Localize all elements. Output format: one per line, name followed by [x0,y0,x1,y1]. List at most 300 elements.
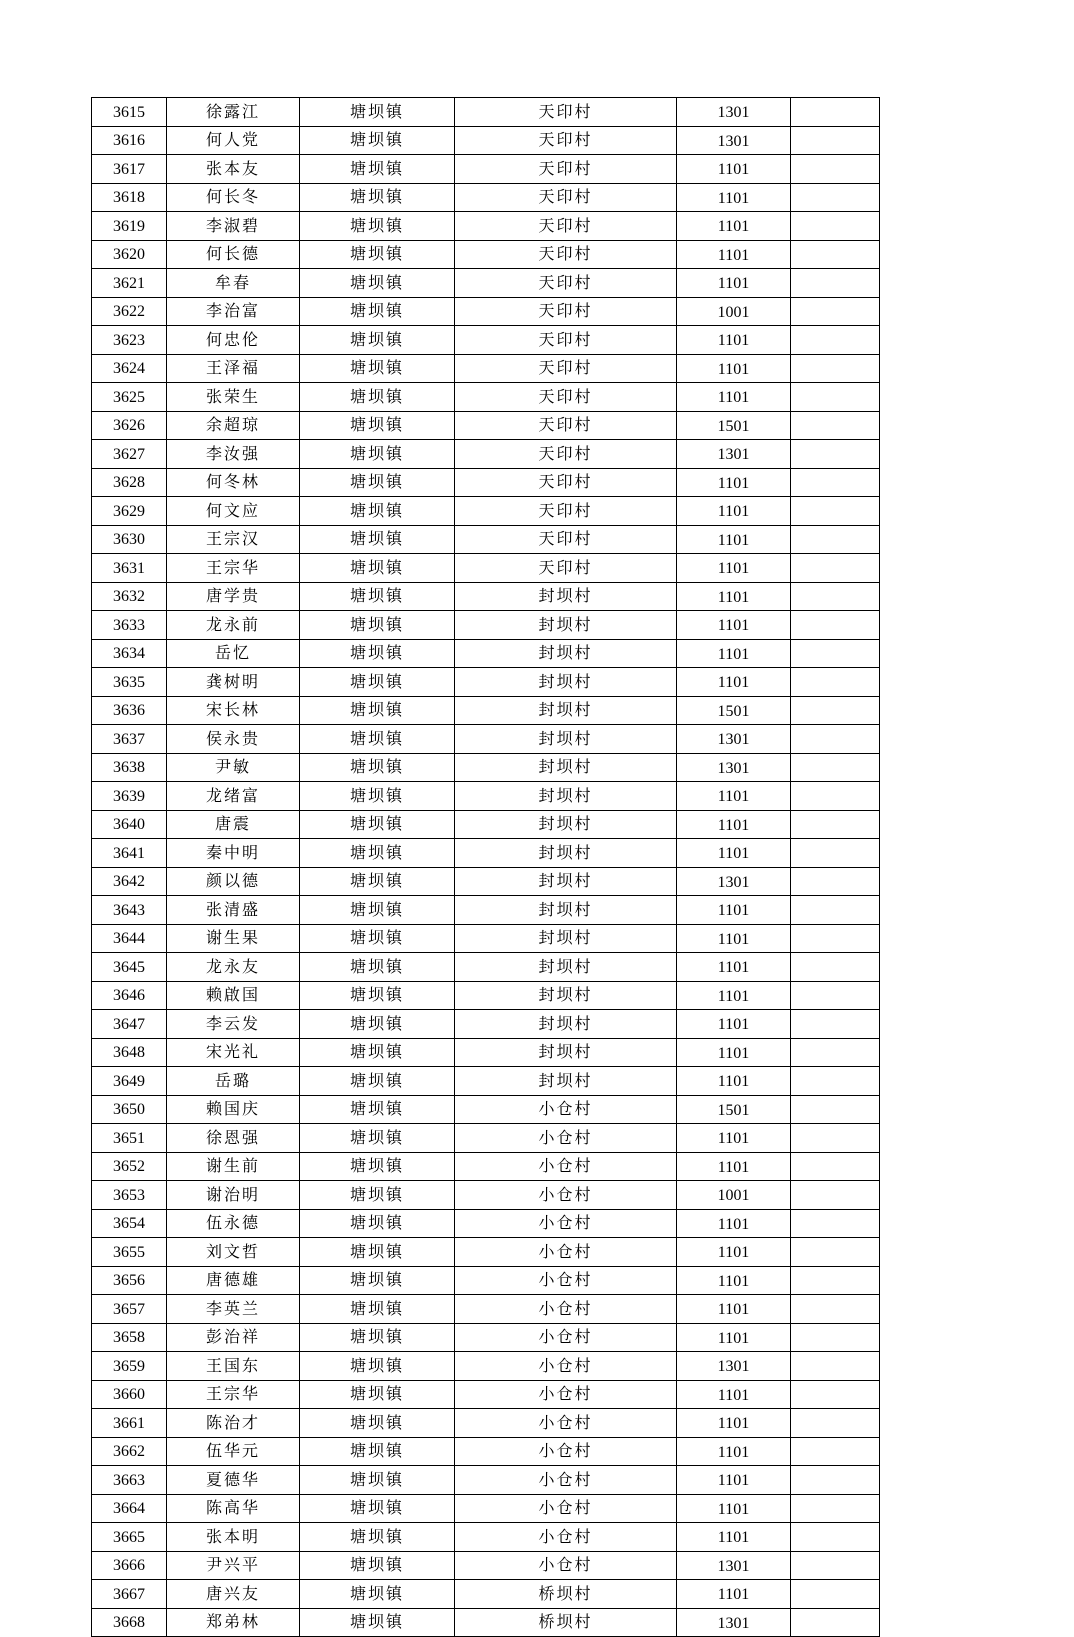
town-cell: 塘坝镇 [300,782,455,811]
village-cell: 天印村 [455,468,677,497]
note-cell [791,411,880,440]
person-name-cell: 赖国庆 [167,1095,300,1124]
table-row [92,1238,880,1267]
code-cell: 1101 [677,1038,791,1067]
note-cell [791,696,880,725]
village-cell: 小仓村 [455,1494,677,1523]
note-cell [791,1238,880,1267]
village-cell: 天印村 [455,126,677,155]
table-row [92,1209,880,1238]
person-name-cell: 徐恩强 [167,1124,300,1153]
code-cell: 1101 [677,1466,791,1495]
village-cell: 小仓村 [455,1323,677,1352]
table-row [92,1551,880,1580]
person-name-cell: 颜以德 [167,867,300,896]
person-name-cell: 王宗汉 [167,525,300,554]
record-number-cell: 3637 [92,725,167,754]
person-name-cell: 何忠伦 [167,326,300,355]
note-cell [791,1380,880,1409]
table-row [92,896,880,925]
record-number-cell: 3636 [92,696,167,725]
table-row [92,98,880,127]
person-name-cell: 李淑碧 [167,212,300,241]
person-name-cell: 谢生果 [167,924,300,953]
table-row [92,1295,880,1324]
person-name-cell: 唐兴友 [167,1580,300,1609]
code-cell: 1301 [677,126,791,155]
note-cell [791,725,880,754]
record-number-cell: 3661 [92,1409,167,1438]
table-row [92,839,880,868]
village-cell: 天印村 [455,212,677,241]
town-cell: 塘坝镇 [300,725,455,754]
village-cell: 封坝村 [455,839,677,868]
village-cell: 天印村 [455,155,677,184]
note-cell [791,98,880,127]
note-cell [791,867,880,896]
record-number-cell: 3659 [92,1352,167,1381]
village-cell: 封坝村 [455,639,677,668]
note-cell [791,1523,880,1552]
person-name-cell: 伍华元 [167,1437,300,1466]
village-cell: 小仓村 [455,1380,677,1409]
code-cell: 1101 [677,240,791,269]
table-row [92,411,880,440]
town-cell: 塘坝镇 [300,1209,455,1238]
code-cell: 1101 [677,383,791,412]
code-cell: 1101 [677,1067,791,1096]
table-row [92,953,880,982]
person-name-cell: 张本友 [167,155,300,184]
record-number-cell: 3644 [92,924,167,953]
record-number-cell: 3632 [92,582,167,611]
village-cell: 封坝村 [455,782,677,811]
person-name-cell: 何长冬 [167,183,300,212]
record-number-cell: 3643 [92,896,167,925]
person-name-cell: 王泽福 [167,354,300,383]
note-cell [791,1608,880,1637]
record-number-cell: 3628 [92,468,167,497]
town-cell: 塘坝镇 [300,183,455,212]
table-row [92,554,880,583]
person-name-cell: 张荣生 [167,383,300,412]
note-cell [791,582,880,611]
record-number-cell: 3627 [92,440,167,469]
note-cell [791,1580,880,1609]
note-cell [791,896,880,925]
person-name-cell: 宋长林 [167,696,300,725]
code-cell: 1101 [677,554,791,583]
village-cell: 封坝村 [455,582,677,611]
village-cell: 小仓村 [455,1209,677,1238]
note-cell [791,1038,880,1067]
code-cell: 1101 [677,155,791,184]
village-cell: 天印村 [455,269,677,298]
village-cell: 封坝村 [455,810,677,839]
code-cell: 1101 [677,1523,791,1552]
town-cell: 塘坝镇 [300,1523,455,1552]
village-cell: 封坝村 [455,867,677,896]
note-cell [791,1095,880,1124]
village-cell: 小仓村 [455,1181,677,1210]
village-cell: 小仓村 [455,1124,677,1153]
code-cell: 1101 [677,953,791,982]
record-number-cell: 3647 [92,1010,167,1039]
code-cell: 1101 [677,1209,791,1238]
village-cell: 天印村 [455,297,677,326]
note-cell [791,1209,880,1238]
code-cell: 1501 [677,696,791,725]
code-cell: 1101 [677,639,791,668]
table-row [92,753,880,782]
town-cell: 塘坝镇 [300,297,455,326]
village-cell: 桥坝村 [455,1580,677,1609]
code-cell: 1301 [677,1608,791,1637]
code-cell: 1101 [677,1152,791,1181]
village-cell: 天印村 [455,525,677,554]
town-cell: 塘坝镇 [300,1152,455,1181]
town-cell: 塘坝镇 [300,1380,455,1409]
town-cell: 塘坝镇 [300,1437,455,1466]
town-cell: 塘坝镇 [300,468,455,497]
table-row [92,1466,880,1495]
person-name-cell: 余超琼 [167,411,300,440]
town-cell: 塘坝镇 [300,1466,455,1495]
note-cell [791,326,880,355]
table-row [92,1323,880,1352]
person-name-cell: 王国东 [167,1352,300,1381]
code-cell: 1101 [677,1010,791,1039]
code-cell: 1301 [677,440,791,469]
code-cell: 1301 [677,98,791,127]
table-row [92,1580,880,1609]
note-cell [791,354,880,383]
town-cell: 塘坝镇 [300,639,455,668]
code-cell: 1101 [677,269,791,298]
code-cell: 1101 [677,611,791,640]
town-cell: 塘坝镇 [300,440,455,469]
table-row [92,1437,880,1466]
note-cell [791,212,880,241]
village-cell: 天印村 [455,411,677,440]
town-cell: 塘坝镇 [300,1352,455,1381]
note-cell [791,839,880,868]
village-cell: 封坝村 [455,611,677,640]
town-cell: 塘坝镇 [300,1608,455,1637]
code-cell: 1101 [677,782,791,811]
table-row [92,782,880,811]
person-name-cell: 彭治祥 [167,1323,300,1352]
village-cell: 小仓村 [455,1238,677,1267]
village-cell: 封坝村 [455,1067,677,1096]
code-cell: 1101 [677,183,791,212]
village-cell: 小仓村 [455,1437,677,1466]
town-cell: 塘坝镇 [300,839,455,868]
record-number-cell: 3624 [92,354,167,383]
village-cell: 桥坝村 [455,1608,677,1637]
note-cell [791,468,880,497]
table-row [92,1124,880,1153]
village-cell: 天印村 [455,383,677,412]
village-cell: 封坝村 [455,725,677,754]
town-cell: 塘坝镇 [300,1181,455,1210]
code-cell: 1101 [677,668,791,697]
record-number-cell: 3642 [92,867,167,896]
town-cell: 塘坝镇 [300,411,455,440]
table-row [92,867,880,896]
note-cell [791,1409,880,1438]
note-cell [791,297,880,326]
record-number-cell: 3651 [92,1124,167,1153]
table-row [92,155,880,184]
record-number-cell: 3649 [92,1067,167,1096]
table-row [92,497,880,526]
table-row [92,611,880,640]
village-cell: 小仓村 [455,1152,677,1181]
table-row [92,525,880,554]
village-cell: 天印村 [455,240,677,269]
record-number-cell: 3623 [92,326,167,355]
person-name-cell: 李治富 [167,297,300,326]
table-row [92,1608,880,1637]
note-cell [791,554,880,583]
town-cell: 塘坝镇 [300,981,455,1010]
table-row [92,240,880,269]
table-row [92,668,880,697]
person-name-cell: 张清盛 [167,896,300,925]
table-row [92,468,880,497]
town-cell: 塘坝镇 [300,1124,455,1153]
note-cell [791,1181,880,1210]
town-cell: 塘坝镇 [300,953,455,982]
village-cell: 天印村 [455,497,677,526]
record-number-cell: 3626 [92,411,167,440]
town-cell: 塘坝镇 [300,354,455,383]
village-cell: 小仓村 [455,1095,677,1124]
person-name-cell: 陈治才 [167,1409,300,1438]
table-row [92,126,880,155]
village-cell: 小仓村 [455,1352,677,1381]
town-cell: 塘坝镇 [300,1323,455,1352]
record-number-cell: 3662 [92,1437,167,1466]
town-cell: 塘坝镇 [300,1494,455,1523]
record-number-cell: 3666 [92,1551,167,1580]
record-number-cell: 3667 [92,1580,167,1609]
code-cell: 1101 [677,468,791,497]
note-cell [791,183,880,212]
person-name-cell: 岳璐 [167,1067,300,1096]
town-cell: 塘坝镇 [300,753,455,782]
person-name-cell: 何人党 [167,126,300,155]
village-cell: 封坝村 [455,668,677,697]
note-cell [791,1437,880,1466]
village-cell: 天印村 [455,554,677,583]
note-cell [791,782,880,811]
note-cell [791,753,880,782]
record-number-cell: 3658 [92,1323,167,1352]
note-cell [791,1494,880,1523]
village-cell: 封坝村 [455,753,677,782]
table-row [92,1523,880,1552]
code-cell: 1101 [677,497,791,526]
record-number-cell: 3654 [92,1209,167,1238]
town-cell: 塘坝镇 [300,1580,455,1609]
table-row [92,696,880,725]
record-number-cell: 3664 [92,1494,167,1523]
person-name-cell: 龚树明 [167,668,300,697]
village-cell: 封坝村 [455,896,677,925]
code-cell: 1101 [677,896,791,925]
town-cell: 塘坝镇 [300,1409,455,1438]
note-cell [791,1152,880,1181]
code-cell: 1101 [677,1409,791,1438]
note-cell [791,383,880,412]
code-cell: 1301 [677,867,791,896]
records-table [91,97,880,1637]
record-number-cell: 3633 [92,611,167,640]
record-number-cell: 3648 [92,1038,167,1067]
person-name-cell: 唐德雄 [167,1266,300,1295]
table-row [92,1494,880,1523]
code-cell: 1101 [677,1494,791,1523]
record-number-cell: 3629 [92,497,167,526]
person-name-cell: 侯永贵 [167,725,300,754]
note-cell [791,639,880,668]
town-cell: 塘坝镇 [300,1238,455,1267]
town-cell: 塘坝镇 [300,98,455,127]
table-row [92,297,880,326]
note-cell [791,440,880,469]
person-name-cell: 赖啟国 [167,981,300,1010]
code-cell: 1301 [677,725,791,754]
village-cell: 天印村 [455,326,677,355]
record-number-cell: 3630 [92,525,167,554]
person-name-cell: 尹敏 [167,753,300,782]
town-cell: 塘坝镇 [300,896,455,925]
table-row [92,639,880,668]
note-cell [791,981,880,1010]
town-cell: 塘坝镇 [300,525,455,554]
record-number-cell: 3645 [92,953,167,982]
record-number-cell: 3656 [92,1266,167,1295]
note-cell [791,924,880,953]
record-number-cell: 3620 [92,240,167,269]
note-cell [791,155,880,184]
person-name-cell: 夏德华 [167,1466,300,1495]
village-cell: 小仓村 [455,1523,677,1552]
code-cell: 1101 [677,1295,791,1324]
note-cell [791,1466,880,1495]
note-cell [791,810,880,839]
person-name-cell: 何长德 [167,240,300,269]
record-number-cell: 3638 [92,753,167,782]
village-cell: 天印村 [455,98,677,127]
table-row [92,1266,880,1295]
note-cell [791,126,880,155]
code-cell: 1101 [677,1238,791,1267]
record-number-cell: 3622 [92,297,167,326]
record-number-cell: 3617 [92,155,167,184]
village-cell: 小仓村 [455,1295,677,1324]
code-cell: 1101 [677,582,791,611]
table-row [92,1152,880,1181]
note-cell [791,953,880,982]
person-name-cell: 龙绪富 [167,782,300,811]
table-row [92,582,880,611]
record-number-cell: 3663 [92,1466,167,1495]
code-cell: 1101 [677,1580,791,1609]
record-number-cell: 3618 [92,183,167,212]
table-row [92,1067,880,1096]
note-cell [791,1010,880,1039]
record-number-cell: 3653 [92,1181,167,1210]
record-number-cell: 3615 [92,98,167,127]
person-name-cell: 秦中明 [167,839,300,868]
village-cell: 小仓村 [455,1466,677,1495]
record-number-cell: 3621 [92,269,167,298]
table-row [92,1095,880,1124]
town-cell: 塘坝镇 [300,1010,455,1039]
town-cell: 塘坝镇 [300,582,455,611]
code-cell: 1501 [677,411,791,440]
town-cell: 塘坝镇 [300,1067,455,1096]
code-cell: 1101 [677,1323,791,1352]
table-row [92,1409,880,1438]
table-row [92,1352,880,1381]
town-cell: 塘坝镇 [300,383,455,412]
town-cell: 塘坝镇 [300,1551,455,1580]
town-cell: 塘坝镇 [300,810,455,839]
note-cell [791,497,880,526]
code-cell: 1301 [677,753,791,782]
table-row [92,1038,880,1067]
person-name-cell: 宋光礼 [167,1038,300,1067]
record-number-cell: 3657 [92,1295,167,1324]
note-cell [791,1551,880,1580]
town-cell: 塘坝镇 [300,1095,455,1124]
note-cell [791,1266,880,1295]
person-name-cell: 郑弟林 [167,1608,300,1637]
record-number-cell: 3655 [92,1238,167,1267]
record-number-cell: 3619 [92,212,167,241]
record-number-cell: 3668 [92,1608,167,1637]
code-cell: 1001 [677,1181,791,1210]
town-cell: 塘坝镇 [300,668,455,697]
note-cell [791,1323,880,1352]
code-cell: 1301 [677,1352,791,1381]
town-cell: 塘坝镇 [300,126,455,155]
code-cell: 1101 [677,839,791,868]
note-cell [791,611,880,640]
person-name-cell: 岳忆 [167,639,300,668]
note-cell [791,1295,880,1324]
code-cell: 1301 [677,1551,791,1580]
table-row [92,1010,880,1039]
table-row [92,440,880,469]
town-cell: 塘坝镇 [300,867,455,896]
record-number-cell: 3652 [92,1152,167,1181]
code-cell: 1101 [677,924,791,953]
town-cell: 塘坝镇 [300,554,455,583]
town-cell: 塘坝镇 [300,1266,455,1295]
town-cell: 塘坝镇 [300,326,455,355]
village-cell: 封坝村 [455,696,677,725]
village-cell: 小仓村 [455,1266,677,1295]
record-number-cell: 3634 [92,639,167,668]
village-cell: 封坝村 [455,1010,677,1039]
table-row [92,1380,880,1409]
code-cell: 1101 [677,354,791,383]
